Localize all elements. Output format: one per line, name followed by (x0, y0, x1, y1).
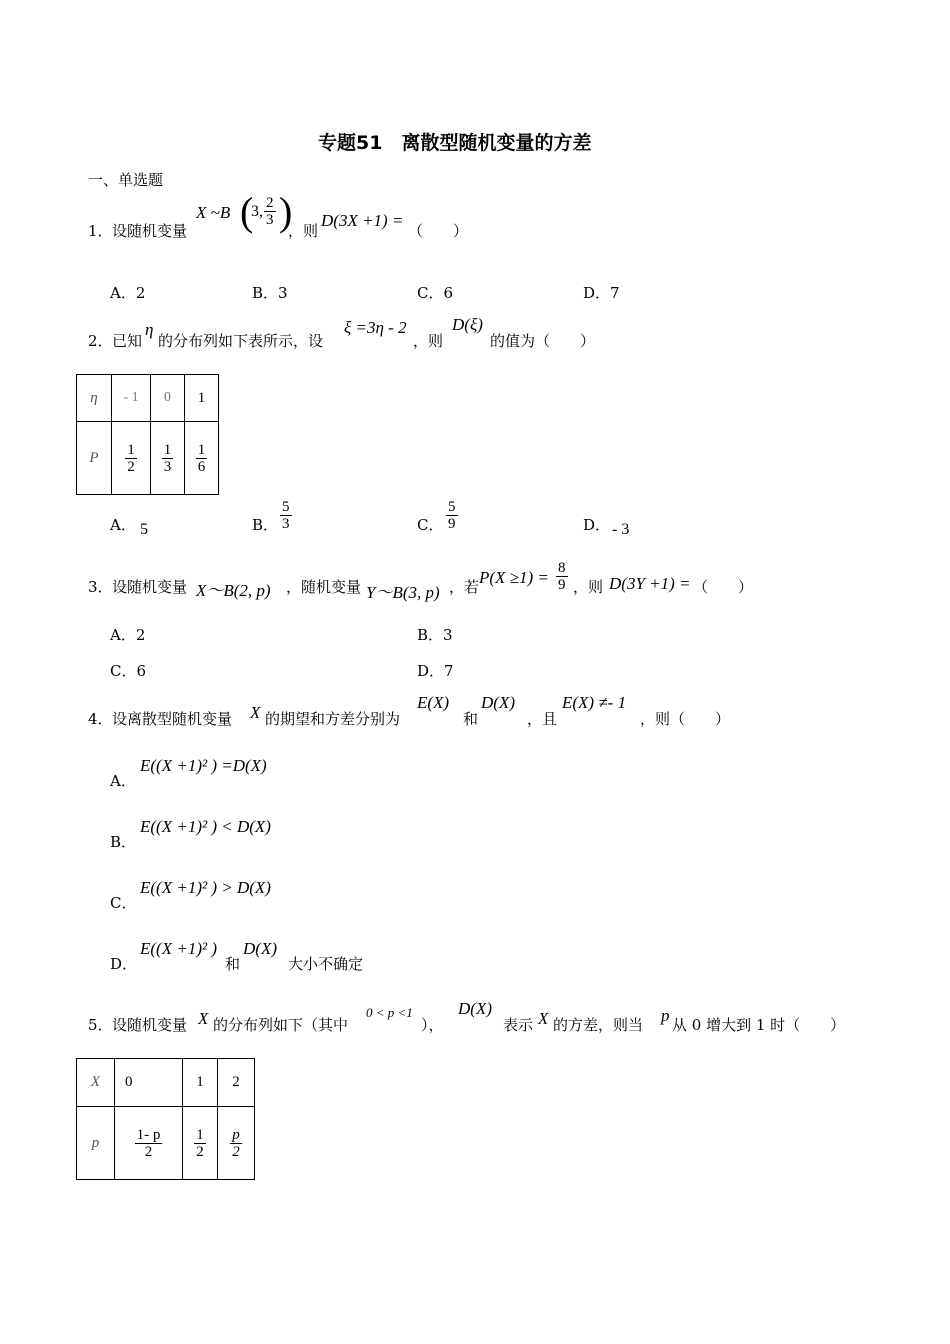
q1-fraction: $\frac{2}{3}$ (266, 195, 274, 228)
q3-text-mid1: ，随机变量 (286, 578, 362, 596)
q4-option-d-suffix: 大小不确定 (288, 955, 364, 973)
q5-text-pre: 设随机变量 (112, 1016, 188, 1034)
q5-text-mid1: 的分布列如下（其中 (213, 1016, 349, 1034)
q2-table-prob: $\frac{1}{2}$ (112, 422, 151, 495)
q4-text-pre: 设离散型随机变量 (112, 710, 233, 728)
q1-number: 1． (88, 222, 113, 240)
q1-blank: （ ） (408, 222, 469, 240)
q1-option-b: B．3 (252, 284, 288, 302)
q5-dx: D(X) (458, 999, 492, 1018)
q4-option-d-label: D． (110, 955, 138, 973)
q3-x-dist: X～B(2, p) (196, 581, 271, 600)
q5-table-value: 1 (183, 1059, 218, 1107)
q4-text-mid2: ，且 (527, 710, 558, 728)
q5-distribution-table (76, 1058, 255, 1180)
q2-distribution-table (76, 374, 219, 495)
q2-dxi: D(ξ) (452, 315, 483, 334)
q4-option-b-expr: E((X +1)² ) < D(X) (140, 817, 271, 836)
q2-table-header-label: η (77, 375, 112, 422)
q3-blank: （ ） (693, 578, 754, 596)
q2-eta: η (145, 320, 154, 339)
q5-table-prob: $\frac{1}{2}$ (183, 1107, 218, 1180)
q2-option-b-fraction: $\frac{5}{3}$ (282, 499, 290, 532)
q2-table-value: 1 (185, 375, 219, 422)
q2-option-a-label: A． (110, 516, 136, 534)
q4-and: 和 (463, 710, 479, 728)
q2-table-prob: $\frac{1}{3}$ (151, 422, 185, 495)
q5-table-prob: $\frac{1- p}{2}$ (115, 1107, 183, 1180)
q5-text-mid4: 的方差，则当 (553, 1016, 644, 1034)
q2-table-value: - 1 (112, 375, 151, 422)
q2-option-a-value: 5 (140, 521, 148, 538)
q3-y-dist: Y～B(3, p) (366, 583, 440, 602)
q4-x: X (250, 703, 261, 722)
q3-option-c: C．6 (110, 662, 147, 680)
q4-blank: ，则（ ） (640, 710, 731, 728)
q1-rparen: ) (279, 189, 293, 234)
q2-xi-expr: ξ =3η - 2 (344, 318, 407, 337)
q3-text-pre: 设随机变量 (112, 578, 188, 596)
q3-option-d: D．7 (417, 662, 454, 680)
q4-option-c-expr: E((X +1)² ) > D(X) (140, 878, 271, 897)
q2-option-c-fraction: $\frac{5}{9}$ (448, 499, 456, 532)
q3-prob: P(X ≥1) = (479, 568, 549, 587)
q4-number: 4． (88, 710, 113, 728)
q2-option-d-value: - 3 (612, 521, 630, 538)
q3-text-mid3: ，则 (573, 578, 604, 596)
q2-table-value: 0 (151, 375, 185, 422)
q5-number: 5． (88, 1016, 113, 1034)
q5-x: X (198, 1009, 209, 1028)
q4-option-c-label: C． (110, 894, 137, 912)
q2-table-prob-label: P (77, 422, 112, 495)
q4-option-d-expr2: D(X) (243, 939, 277, 958)
q5-range: 0 < p <1 (366, 1005, 413, 1020)
q1-option-d: D．7 (583, 284, 620, 302)
q5-table-value: 2 (218, 1059, 255, 1107)
q5-text-mid3: 表示 (503, 1016, 534, 1034)
q1-option-a: A．2 (110, 284, 146, 302)
q4-dx: D(X) (481, 693, 515, 712)
q5-x2: X (538, 1009, 549, 1028)
q5-text-mid2: ）， (421, 1016, 444, 1034)
q2-table-prob: $\frac{1}{6}$ (185, 422, 219, 495)
q1-n: 3, (251, 203, 263, 220)
q1-text: 设随机变量 (112, 222, 188, 240)
q4-ex: E(X) (417, 693, 450, 712)
q3-expr: D(3Y +1) = (609, 574, 691, 593)
q5-table-prob-label: p (77, 1107, 115, 1180)
section-heading: 一、单选题 (88, 171, 164, 189)
q2-text-mid2: ，则 (413, 332, 444, 350)
q2-option-d-label: D． (583, 516, 611, 534)
q1-lparen: ( (240, 189, 254, 234)
q5-table-header-label: X (77, 1059, 115, 1107)
q4-option-a-expr: E((X +1)² ) =D(X) (140, 756, 267, 775)
q4-text-mid1: 的期望和方差分别为 (265, 710, 401, 728)
q4-option-d-expr: E((X +1)² ) (140, 939, 217, 958)
q4-option-d-and: 和 (225, 955, 241, 973)
q3-text-mid2: ，若 (449, 578, 480, 596)
q4-condition: E(X) ≠- 1 (562, 693, 627, 712)
q5-p: p (661, 1006, 670, 1025)
page-title: 专题51 离散型随机变量的方差 (318, 132, 592, 154)
q2-option-b-label: B． (252, 516, 279, 534)
q2-option-c-label: C． (417, 516, 444, 534)
q5-table-prob: $\frac{p}{2}$ (218, 1107, 255, 1180)
q5-text-tail: 从 0 增大到 1 时（ ） (672, 1016, 846, 1034)
q1-dist: X ~B (196, 203, 231, 222)
q3-number: 3． (88, 578, 113, 596)
q4-option-a-label: A． (110, 772, 136, 790)
q4-option-b-label: B． (110, 833, 137, 851)
q2-text-tail: 的值为（ ） (490, 332, 596, 350)
q2-number: 2． (88, 332, 113, 350)
q3-option-a: A．2 (110, 626, 146, 644)
q5-table-value: 0 (115, 1059, 183, 1107)
q1-mid: ，则 (288, 222, 319, 240)
q2-text-pre: 已知 (112, 332, 143, 350)
q3-fraction: $\frac{8}{9}$ (558, 560, 566, 593)
q1-expr: D(3X +1) = (321, 211, 404, 230)
q2-text-mid1: 的分布列如下表所示，设 (158, 332, 324, 350)
q1-option-c: C．6 (417, 284, 454, 302)
q3-option-b: B．3 (417, 626, 453, 644)
